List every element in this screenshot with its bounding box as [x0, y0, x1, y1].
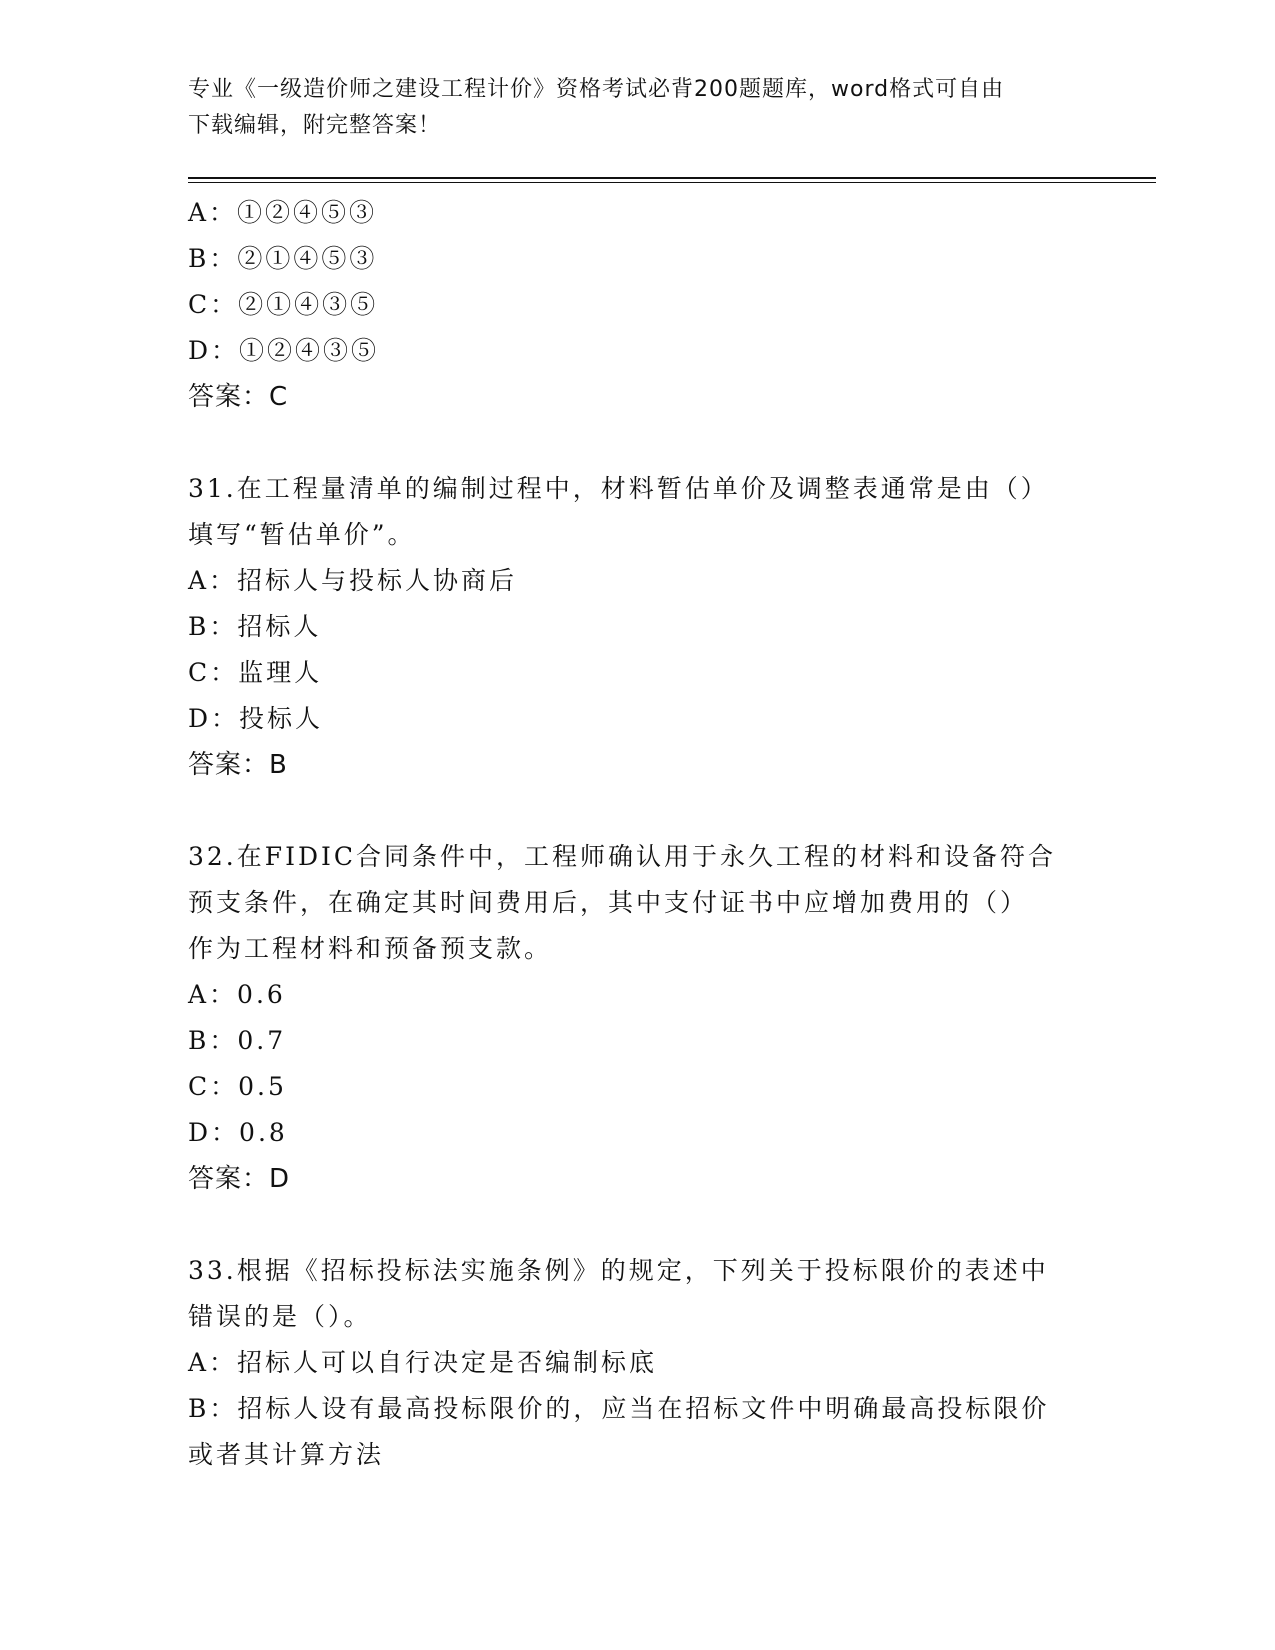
- option-c: C：监理人: [188, 658, 323, 687]
- option-b-continued: 或者其计算方法: [188, 1440, 385, 1469]
- question-31: [188, 466, 1088, 788]
- option-a: A：招标人与投标人协商后: [188, 566, 518, 595]
- question-text-line: 错误的是（）。: [188, 1302, 372, 1331]
- answer-line: 答案：B: [188, 750, 288, 780]
- question-30-continued: [188, 190, 1088, 420]
- option-d: D：投标人: [188, 704, 324, 733]
- header-line-2: 下载编辑，附完整答案！: [188, 113, 442, 138]
- question-text-line: 32.在FIDIC合同条件中，工程师确认用于永久工程的材料和设备符合: [188, 842, 1057, 871]
- question-spacer: [188, 420, 1088, 466]
- option-a: A：招标人可以自行决定是否编制标底: [188, 1348, 658, 1377]
- question-spacer: [188, 1202, 1088, 1248]
- option-d: D：①②④③⑤: [188, 336, 380, 365]
- answer-line: 答案：D: [188, 1164, 291, 1194]
- answer-line: 答案：C: [188, 382, 289, 412]
- question-32: [188, 834, 1088, 1202]
- question-text-line: 33.根据《招标投标法实施条例》的规定，下列关于投标限价的表述中: [188, 1256, 1049, 1285]
- option-a: A：0.6: [188, 980, 286, 1009]
- question-text-line: 作为工程材料和预备预支款。: [188, 934, 553, 963]
- question-spacer: [188, 788, 1088, 834]
- question-33: [188, 1248, 1088, 1478]
- question-text-line: 填写“暂估单价”。: [188, 520, 416, 549]
- option-b: B：0.7: [188, 1026, 287, 1055]
- option-c: C：②①④③⑤: [188, 290, 379, 319]
- header-rule-thick: [188, 177, 1156, 179]
- option-b: B：招标人: [188, 612, 322, 641]
- question-text-line: 31.在工程量清单的编制过程中，材料暂估单价及调整表通常是由（）: [188, 474, 1049, 503]
- question-content: [188, 190, 1088, 1478]
- question-text-line: 预支条件，在确定其时间费用后，其中支付证书中应增加费用的（）: [188, 888, 1029, 917]
- option-b: B：招标人设有最高投标限价的，应当在招标文件中明确最高投标限价: [188, 1394, 1050, 1423]
- document-header: [188, 72, 1068, 144]
- option-c: C：0.5: [188, 1072, 287, 1101]
- header-rule-thin: [188, 182, 1156, 183]
- header-line-1: 专业《一级造价师之建设工程计价》资格考试必背200题题库，word格式可自由: [188, 77, 1005, 102]
- option-d: D：0.8: [188, 1118, 288, 1147]
- option-a: A：①②④⑤③: [188, 198, 378, 227]
- option-b: B：②①④⑤③: [188, 244, 378, 273]
